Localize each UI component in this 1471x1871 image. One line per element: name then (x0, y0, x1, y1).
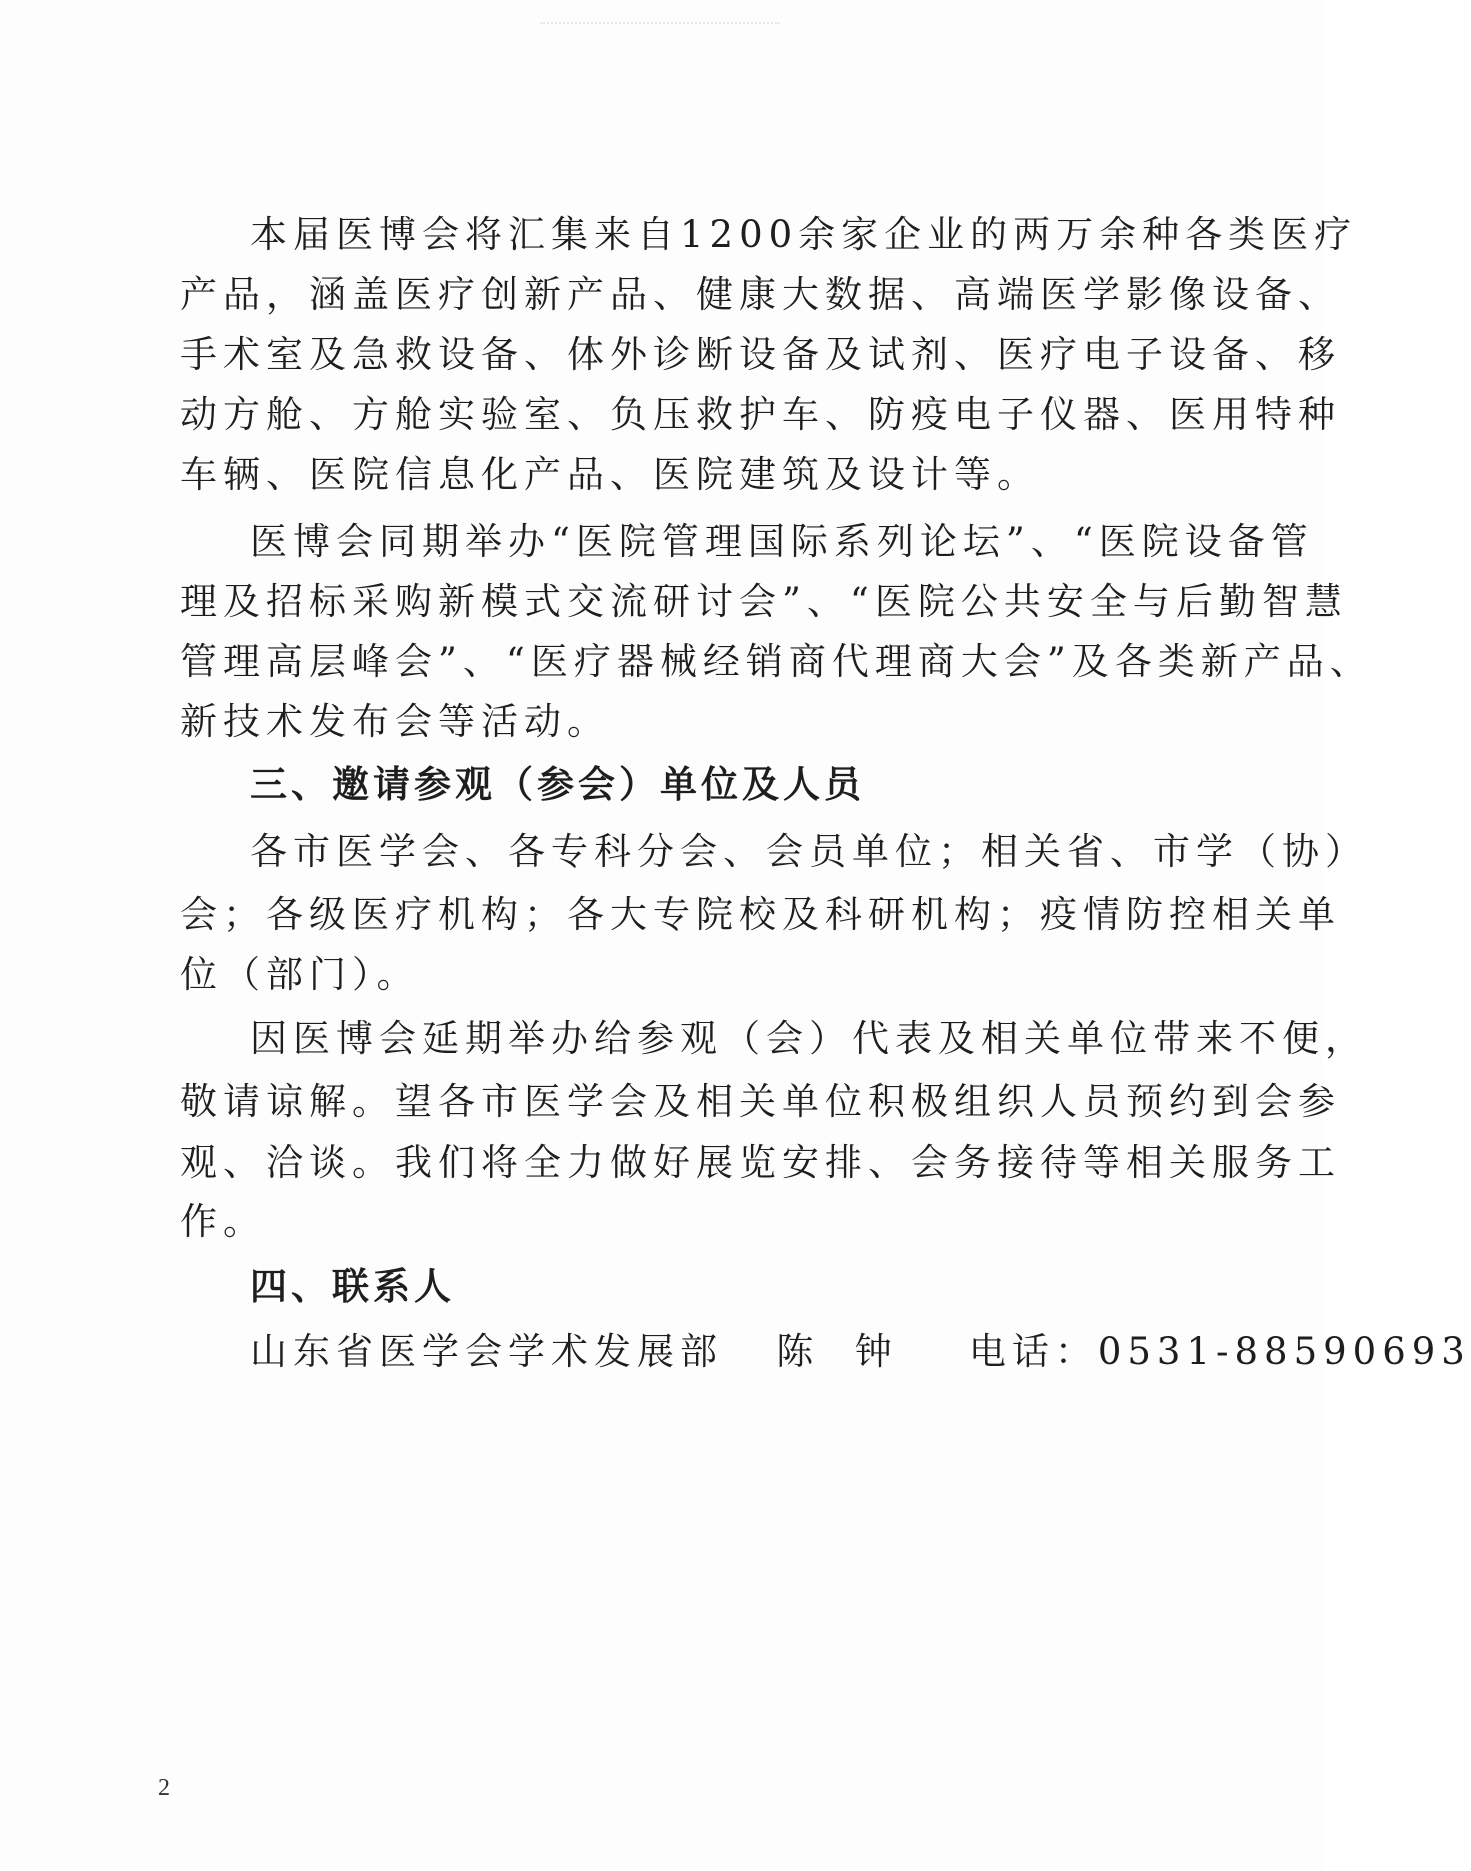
paragraph-forums-line-3: 管理高层峰会”、“医疗器械经销商代理商大会”及各类新产品、 (180, 640, 1373, 683)
scan-artifact (540, 0, 780, 24)
notice-line-2: 敬请谅解。望各市医学会及相关单位积极组织人员预约到会参 (180, 1080, 1341, 1123)
paragraph-products-line-1: 本届医博会将汇集来自1200余家企业的两万余种各类医疗 (250, 213, 1358, 256)
paragraph-forums-line-2: 理及招标采购新模式交流研讨会”、“医院公共安全与后勤智慧 (180, 580, 1348, 623)
paragraph-products-line-4: 动方舱、方舱实验室、负压救护车、防疫电子仪器、医用特种 (180, 393, 1341, 436)
paragraph-forums-line-1: 医博会同期举办“医院管理国际系列论坛”、“医院设备管 (250, 520, 1314, 563)
notice-line-1: 因医博会延期举办给参观（会）代表及相关单位带来不便， (250, 1017, 1368, 1060)
section-3-heading: 三、邀请参观（参会）单位及人员 (250, 763, 865, 806)
paragraph-products-line-3: 手术室及急救设备、体外诊断设备及试剂、医疗电子设备、移 (180, 333, 1341, 376)
notice-line-4: 作。 (180, 1200, 266, 1243)
contact-line: 山东省医学会学术发展部 陈 钟 电话：0531-88590693 (250, 1330, 1471, 1373)
paragraph-products-line-5: 车辆、医院信息化产品、医院建筑及设计等。 (180, 453, 1040, 496)
section-4-heading: 四、联系人 (250, 1265, 455, 1308)
section-3-body-line-1: 各市医学会、各专科分会、会员单位；相关省、市学（协） (250, 830, 1368, 873)
paragraph-forums-line-4: 新技术发布会等活动。 (180, 700, 610, 743)
notice-line-3: 观、洽谈。我们将全力做好展览安排、会务接待等相关服务工 (180, 1141, 1341, 1184)
paragraph-products-line-2: 产品，涵盖医疗创新产品、健康大数据、高端医学影像设备、 (180, 273, 1341, 316)
section-3-body-line-3: 位（部门）。 (180, 953, 420, 996)
section-3-body-line-2: 会；各级医疗机构；各大专院校及科研机构；疫情防控相关单 (180, 893, 1341, 936)
page-number: 2 (158, 1775, 170, 1801)
